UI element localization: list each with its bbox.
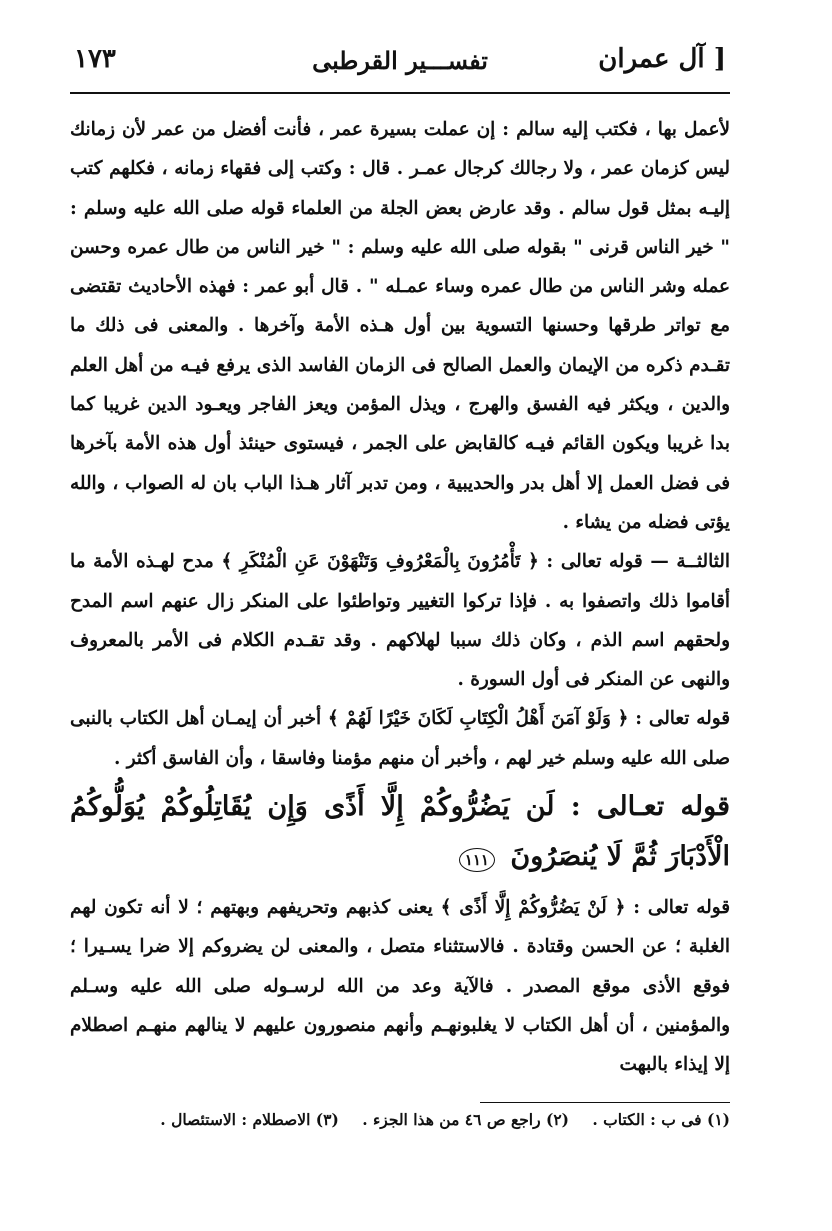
verse-lead: قوله تعـالى : [570, 791, 730, 823]
paragraph-4: قوله تعالى : ﴿ لَنْ يَضُرُّوكُمْ إِلَّا أَذًى ﴾ يعنى كذبهم وتحريفهم وبهتهم ؛ لا أنه تكون لهم الغلبة ؛ عن الحسن وقتادة . فالاستثناء متصل ، والمعنى لن يضروكم إلا ضرا يسـيرا ؛ فوقع الأذى موقع المصدر . فالآية وعد من الله لرسـوله صلى الله عليه وسـلم والمؤمنين ، أن أهل الكتاب لا يغلبونهـم وأنهم منصورون عليهم لا ينالهم منهـم اصطلام إلا إيذاء بالبهت [70, 897, 730, 1076]
page-body [70, 110, 730, 1085]
page-header [70, 36, 730, 94]
paragraph-3: قوله تعالى : ﴿ وَلَوْ آمَنَ أَهْلُ الْكِتَابِ لَكَانَ خَيْرًا لَهُمْ ﴾ أخبر أن إيمـان أهل الكتاب بالنبى صلى الله عليه وسلم خير لهم ، وأخبر أن منهم مؤمنا وفاسقا ، وأن الفاسق أكثر . [70, 708, 730, 769]
verse-text: لَن يَضُرُّوكُمْ إِلَّا أَذًى وَإِن يُقَاتِلُوكُمْ يُوَلُّوكُمُ الْأَدْبَارَ ثُمَّ لَا يُنصَرُونَ [70, 791, 730, 873]
footnotes [70, 1110, 730, 1129]
paragraph-1: لأعمل بها ، فكتب إليه سالم : إن عملت بسيرة عمر ، فأنت أفضل من عمر لأن زمانك ليس كزمان عمر ، ولا رجالك كرجال عمـر . قال : وكتب إلى فقهاء زمانه ، فكلهم كتب إليـه بمثل قول سالم . وقد عارض بعض الجلة من العلماء قوله صلى الله عليه وسلم : " خير الناس قرنى " بقوله صلى الله عليه وسلم : " خير الناس من طال عمره وحسن عمله وشر الناس من طال عمره وساء عمـله " . قال أبو عمر : فهذه الأحاديث تقتضى مع تواتر طرقها وحسنها التسوية بين أول هـذه الأمة وآخرها . والمعنى فى ذلك ما تقـدم ذكره من الإيمان والعمل الصالح فى الزمان الفاسد الذى يرفع فيـه من أهل العلم والدين ، ويكثر فيه الفسق والهرج ، ويذل المؤمن ويعز الفاجر ويعـود الدين غريبا كما بدا غريبا ويكون القائم فيـه كالقابض على الجمر ، فيستوى حينئذ أول هذه الأمة بآخرها فى فضل العمل إلا أهل بدر والحديبية ، ومن تدبر آثار هـذا الباب بان له الصواب ، والله يؤتى فضله من يشاء . [70, 119, 730, 533]
book-page [70, 36, 730, 1186]
book-title: تفســـير القرطبى [312, 46, 488, 75]
footnote-2: (٢) راجع ص ٤٦ من هذا الجزء . [362, 1110, 569, 1129]
quran-verse [70, 782, 730, 882]
page-number: ١٧٣ [74, 44, 116, 74]
surah-name: [ آل عمران [598, 44, 726, 74]
footnote-1: (١) فى ب : الكتاب . [592, 1110, 730, 1129]
paragraph-2: الثالثــة — قوله تعالى : ﴿ تَأْمُرُونَ بِالْمَعْرُوفِ وَتَنْهَوْنَ عَنِ الْمُنْكَرِ ﴾ مدح لهـذه الأمة ما أقاموا ذلك واتصفوا به . فإذا تركوا التغيير وتواطئوا على المنكر زال عنهم اسم المدح ولحقهم اسم الذم ، وكان ذلك سببا لهلاكهم . وقد تقـدم الكلام فى الأمر بالمعروف والنهى عن المنكر فى أول السورة . [70, 551, 730, 691]
footnote-3: (٣) الاصطلام : الاستئصال . [160, 1110, 339, 1129]
verse-number: ١١١ [459, 848, 495, 872]
footnote-divider [480, 1102, 730, 1103]
